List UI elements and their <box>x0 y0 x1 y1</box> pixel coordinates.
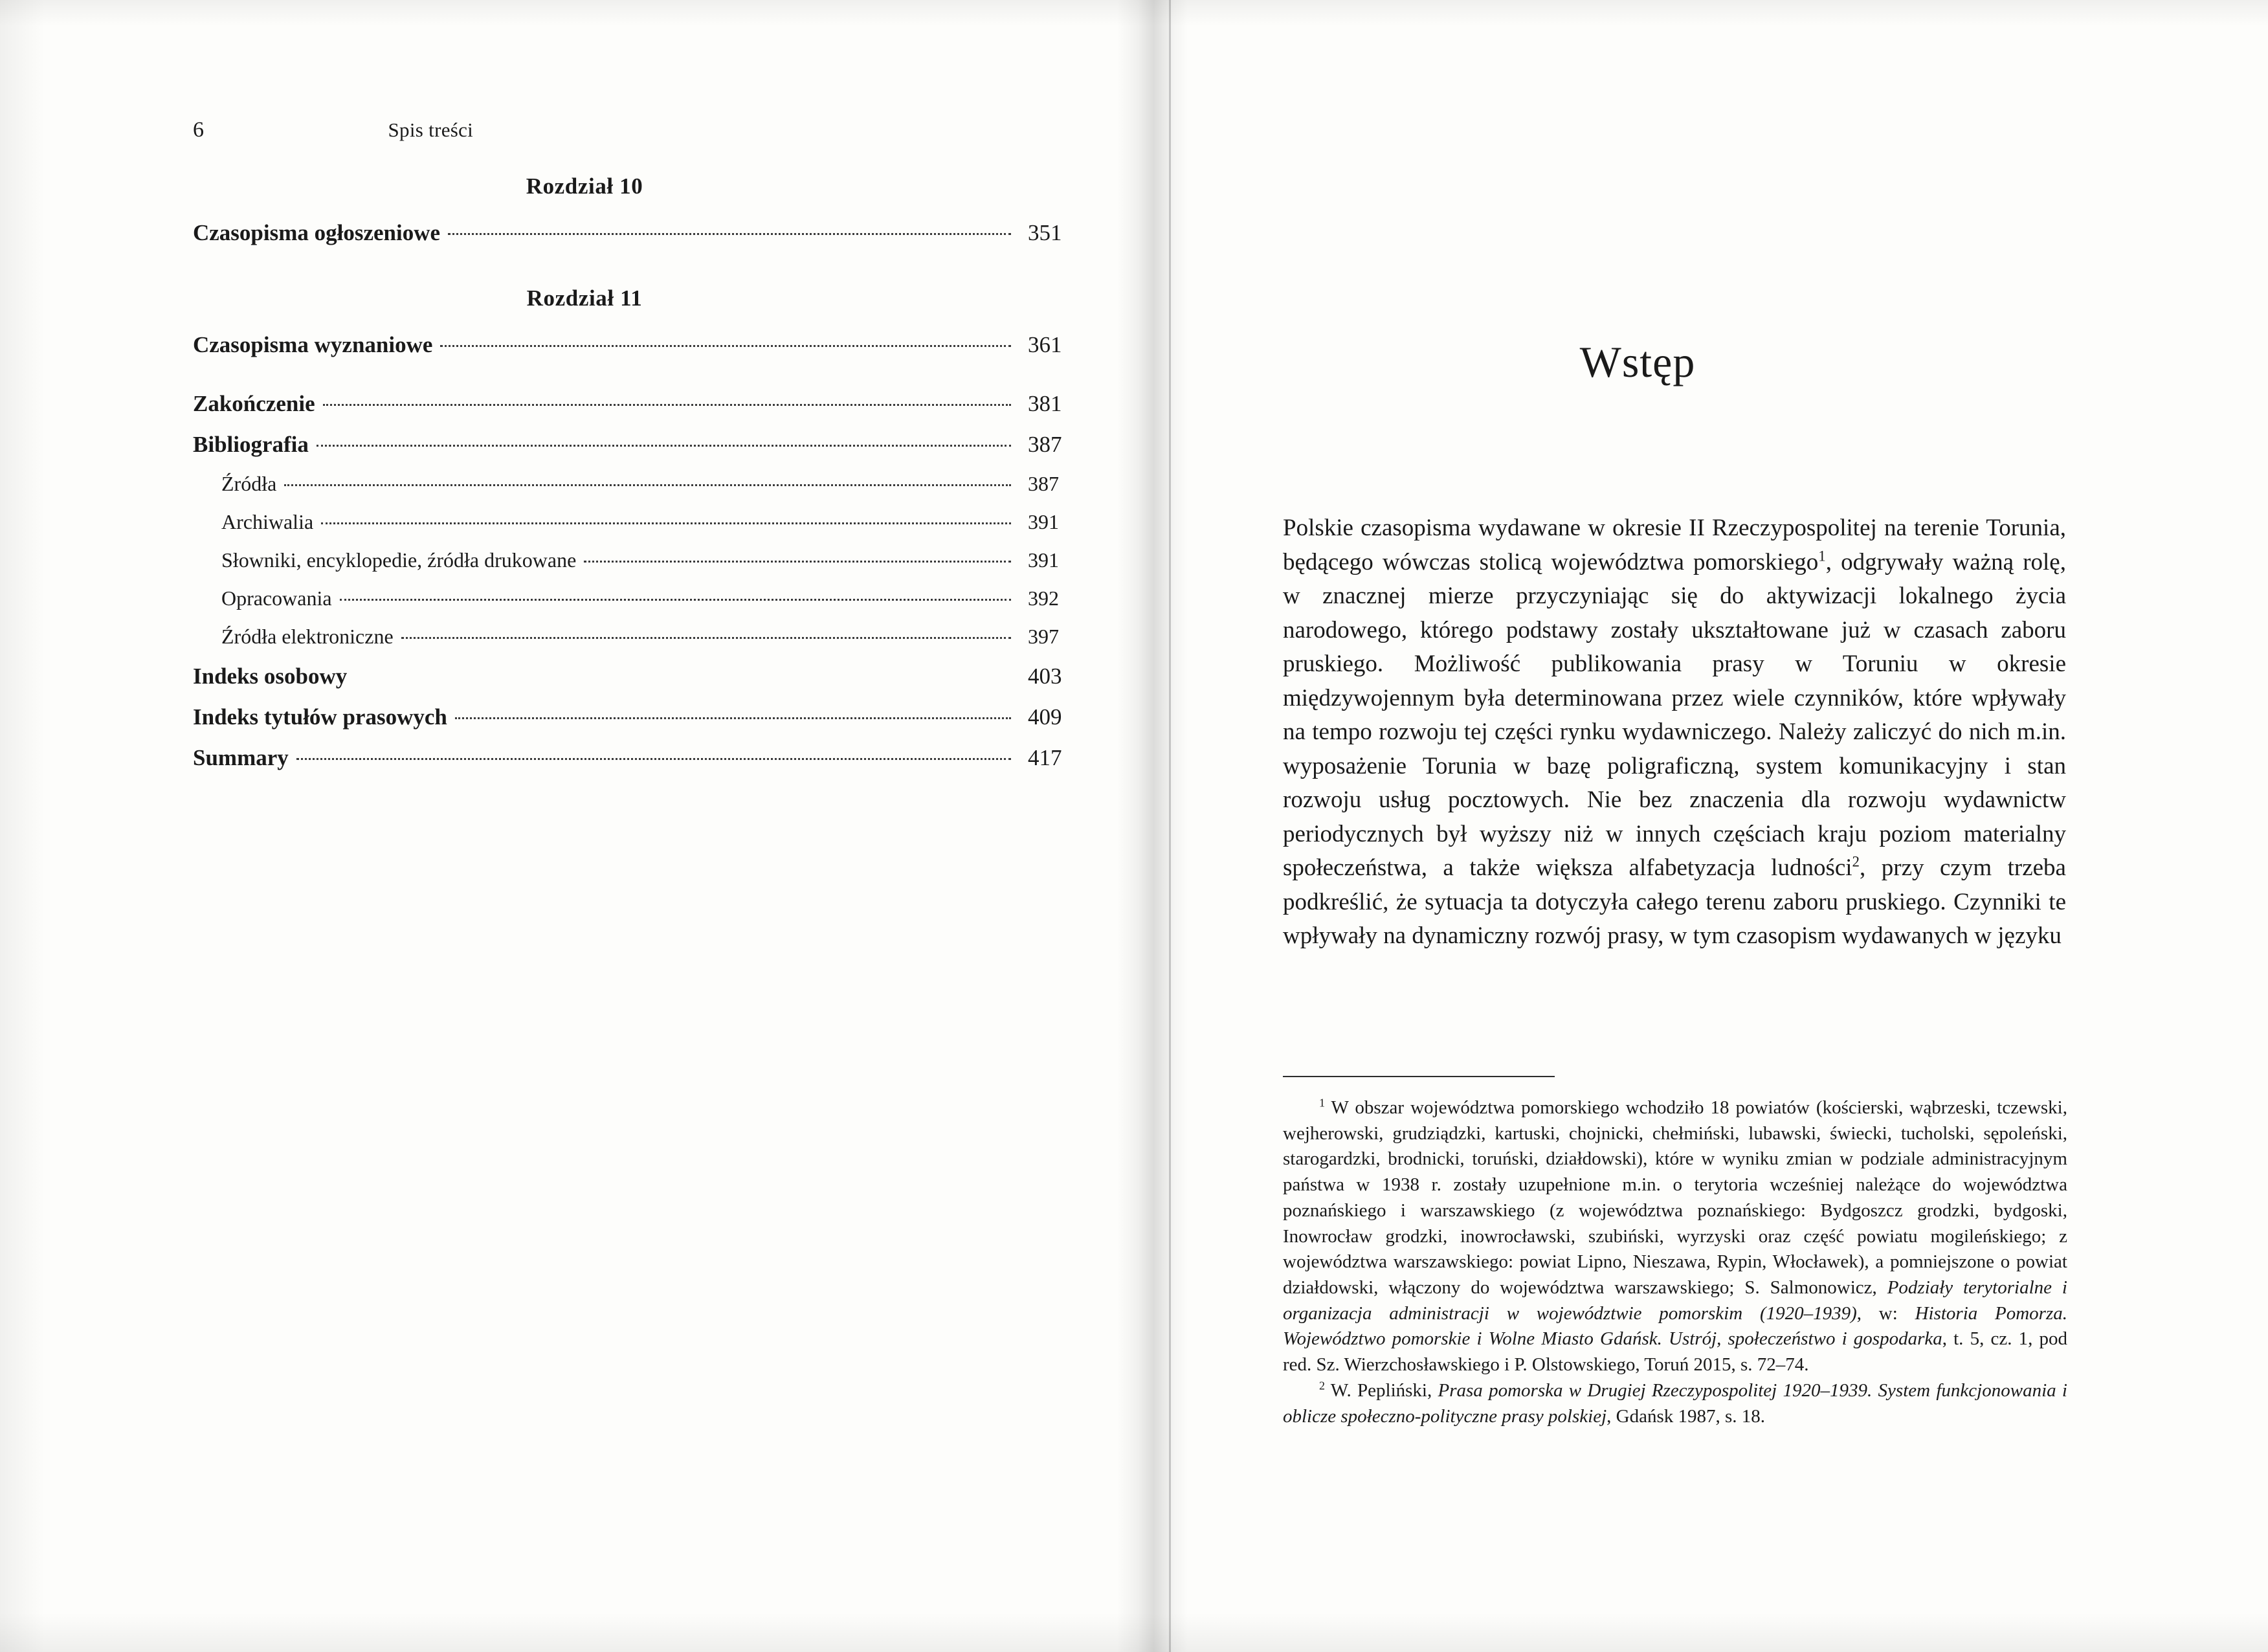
footnote-number: 1 <box>1319 1096 1325 1110</box>
toc-leader <box>440 329 1011 352</box>
toc-leader <box>317 429 1011 452</box>
toc-entry-label: Archiwalia <box>221 510 314 533</box>
toc-entry-label: Indeks osobowy <box>193 664 348 689</box>
toc-entry[interactable] <box>193 652 1106 687</box>
footnote-title-italic: Prasa pomorska w Drugiej Rzeczypospolitej 1920–1939. System funkcjonowania i oblicze społeczno-polityczne prasy polskiej <box>1283 1379 2067 1427</box>
toc-entry[interactable] <box>193 614 1106 647</box>
toc-entry-label: Słowniki, encyklopedie, źródła drukowane <box>221 548 577 572</box>
toc-leader <box>321 508 1011 529</box>
footnote-number: 2 <box>1319 1379 1325 1392</box>
toc-entry-label: Źródła elektroniczne <box>221 625 394 648</box>
toc-entry-label: Opracowania <box>221 586 332 610</box>
toc-leader <box>355 661 1011 684</box>
footnote-marker-2[interactable]: 2 <box>1852 853 1860 870</box>
toc-entry-label: Czasopisma ogłoszeniowe <box>193 220 441 245</box>
chapter-heading-11: Rozdział 11 <box>526 285 643 311</box>
footnote-1: $^1$ W obszar województwa pomorskiego wchodziło 18 powiatów (kościerski, wąbrzeski, tczewski, wejherowski, grudziądzki, kartuski, chojnicki, chełmiński, lubawski, świecki, tucholski, sępoleński, starogardzki, brodnicki, toruński, działdowski), które w wyniku zmian w podziale administracyjnym państwa w 1938 r. zostały uzupełnione m.in. o terytoria wcześniej należące do województwa poznańskiego i warszawskiego (z województwa poznańskiego: Bydgoszcz grodzki, bydgoski, Inowrocław grodzki, inowrocławski, szubiński, wyrzyski oraz część powiatu mogileńskiego; z województwa warszawskiego: powiat Lipno, Nieszawa, Rypin, Włocławek), a pomniejszone o powiat działdowski, włączony do województwa warszawskiego; S. Salmonowicz, Podziały terytorialne i organizacja administracji w województwie pomorskim (1920–1939), w: Historia Pomorza. Województwo pomorskie i Wolne Miasto Gdańsk. Ustrój, społeczeństwo i gospodarka, t. 5, cz. 1, pod red. Sz. Wierzchosławskiego i P. Olstowskiego, Toruń 2015, s. 72–74. <box>1283 1096 2067 1376</box>
footnote-title-italic: Historia Pomorza. Województwo pomorskie i Wolne Miasto Gdańsk. Ustrój, społeczeństwo i gospodarka <box>1283 1302 2067 1350</box>
toc-entry[interactable] <box>193 693 1106 728</box>
toc-entry-page: 387 <box>1028 472 1059 495</box>
toc-leader <box>584 546 1011 567</box>
toc-entry-label: Zakończenie <box>193 391 315 416</box>
toc-entry[interactable] <box>193 537 1106 570</box>
footnote-marker-1[interactable]: 1 <box>1818 548 1826 564</box>
toc-entry-label: Źródła <box>221 472 277 495</box>
footnote-title-italic: Podziały terytorialne i organizacja administracji w województwie pomorskim (1920–1939) <box>1283 1277 2067 1324</box>
toc-leader <box>448 218 1011 240</box>
toc-entry-page: 387 <box>1028 432 1062 457</box>
toc-leader <box>455 702 1011 724</box>
toc-entry-page: 391 <box>1028 548 1059 572</box>
toc-entry-label: Bibliografia <box>193 432 309 457</box>
toc-entry[interactable] <box>193 379 1106 415</box>
footnote-separator <box>1283 1076 1555 1077</box>
running-head <box>193 118 957 142</box>
toc-entry[interactable] <box>193 420 1106 456</box>
footnotes-block <box>1283 1095 2067 1429</box>
intro-body-text <box>1283 511 2066 954</box>
page-title: Wstęp <box>1579 337 1696 386</box>
toc-leader <box>323 388 1011 411</box>
toc-leader <box>401 623 1011 643</box>
table-of-contents <box>193 173 1106 774</box>
toc-entry-page: 417 <box>1028 745 1062 770</box>
footnote-2: $^2$ W. Pepliński, Prasa pomorska w Drugiej Rzeczypospolitej 1920–1939. System funkcjonowania i oblicze społeczno-polityczne prasy polskiej, Gdańsk 1987, s. 18. <box>1283 1379 2067 1427</box>
toc-entry-label: Czasopisma wyznaniowe <box>193 332 433 357</box>
toc-entry[interactable] <box>193 461 1106 494</box>
toc-leader <box>340 585 1011 605</box>
toc-entry[interactable] <box>193 575 1106 608</box>
toc-entry[interactable] <box>193 499 1106 532</box>
toc-entry-page: 381 <box>1028 391 1062 416</box>
toc-entry-page: 397 <box>1028 625 1059 648</box>
toc-entry[interactable] <box>193 733 1106 769</box>
toc-entry-page: 361 <box>1028 332 1062 357</box>
toc-entry-label: Summary <box>193 745 289 770</box>
toc-entry-page: 391 <box>1028 510 1059 533</box>
toc-entry-page: 403 <box>1028 664 1062 689</box>
toc-entry[interactable] <box>193 320 1106 356</box>
toc-entry-page: 409 <box>1028 704 1062 730</box>
toc-entry-label: Indeks tytułów prasowych <box>193 704 447 730</box>
page-right-introduction <box>1184 0 2268 1652</box>
toc-leader <box>296 742 1011 765</box>
chapter-heading-10: Rozdział 10 <box>526 173 643 199</box>
page-number: 6 <box>193 118 205 142</box>
toc-entry[interactable] <box>193 208 1106 244</box>
intro-paragraph: Polskie czasopisma wydawane w okresie II Rzeczypospolitej na terenie Torunia, będącego wówczas stolicą województwa pomorskiego$^1$, odgrywały ważną rolę, w znacznej mierze przyczyniając się do aktywizacji lokalnego życia narodowego, którego podstawy zostały ukształtowane już w czasach zaboru pruskiego. Możliwość publikowania prasy w Toruniu w okresie międzywojennym była determinowana przez wiele czynników, które wpływały na tempo rozwoju tej części rynku wydawniczego. Należy zaliczyć do nich m.in. wyposażenie Torunia w bazę poligraficzną, system komunikacyjny i stan rozwoju usług pocztowych. Nie bez znaczenia dla rozwoju wydawnictw periodycznych był wyższy niż w innych częściach kraju poziom materialny społeczeństwa, a także większa alfabetyzacja ludności$^2$, przy czym trzeba podkreślić, że sytuacja ta dotyczyła całego terenu zaboru pruskiego. Czynniki te wpływały na dynamiczny rozwój prasy, w tym czasopism wydawanych w języku <box>1283 515 2066 950</box>
book-gutter-line <box>1169 0 1171 1652</box>
toc-entry-page: 392 <box>1028 586 1059 610</box>
toc-leader <box>284 470 1011 491</box>
toc-entry-page: 351 <box>1028 220 1062 245</box>
running-head-title: Spis treści <box>388 118 474 141</box>
